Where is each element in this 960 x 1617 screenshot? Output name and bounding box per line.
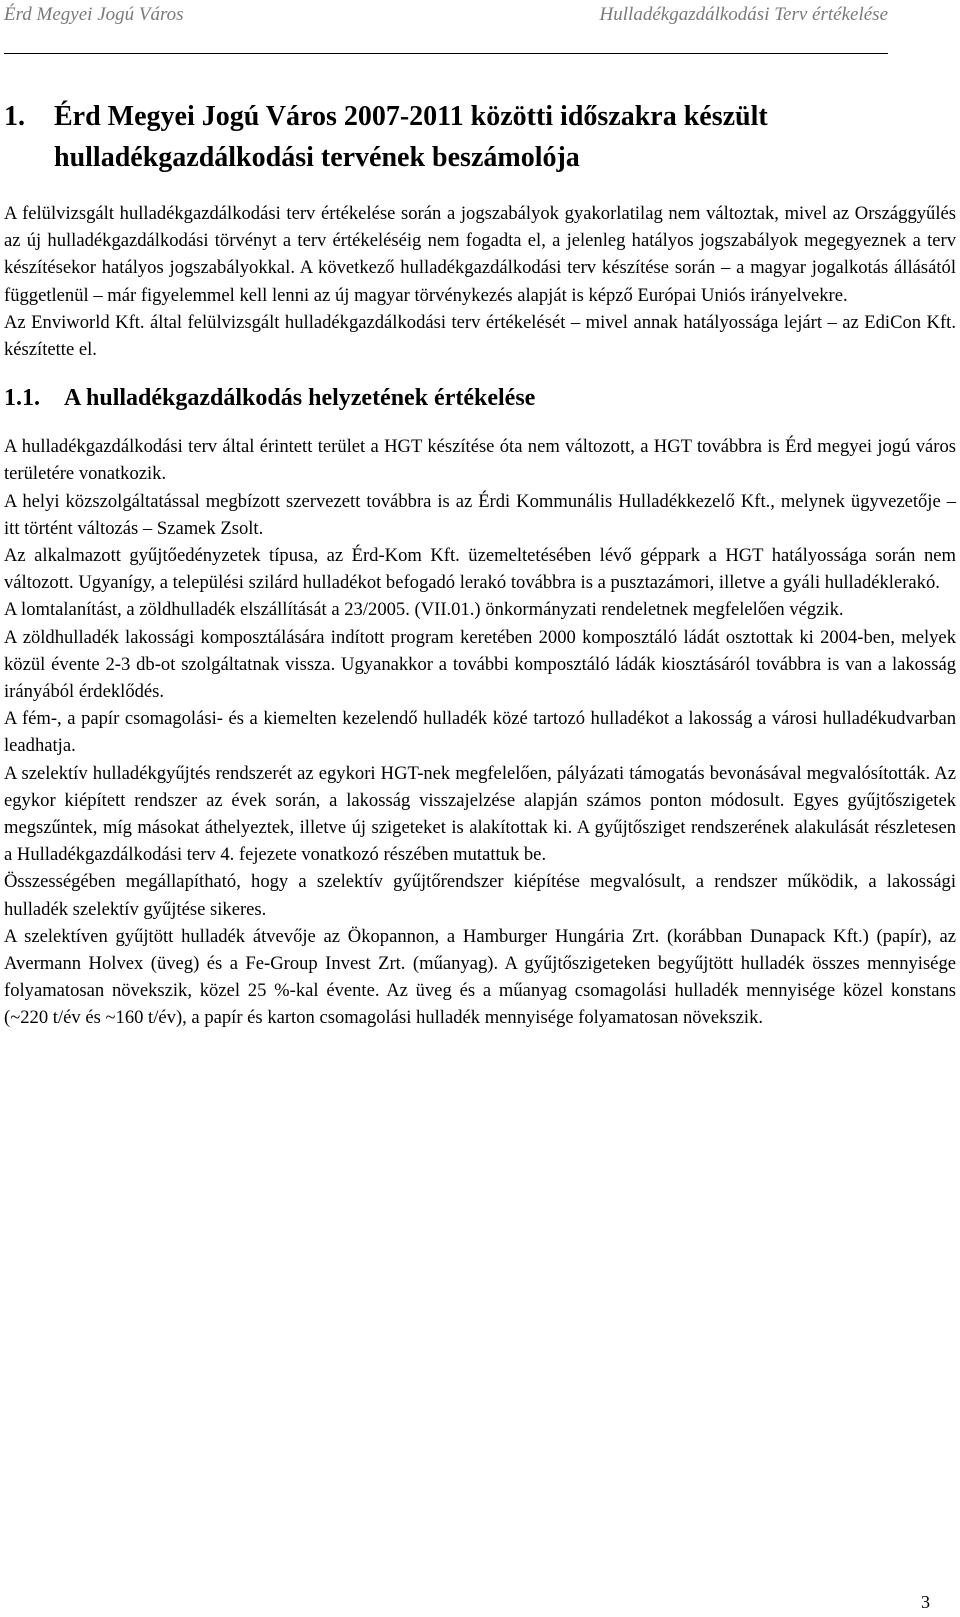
section-1-1-paragraph: Összességében megállapítható, hogy a szelektív gyűjtőrendszer kiépítése megvalósult, a rendszer működik, a lakossági hulladék szelektív gyűjtése sikeres. — [4, 871, 956, 920]
section-1-1-paragraph: A szelektíven gyűjtött hulladék átvevője az Ökopannon, a Hamburger Hungária Zrt. (korábban Dunapack Kft.) (papír), az Avermann Holvex (üveg) és a Fe-Group Invest Zrt. (műanyag). A gyűjtőszigeteken begyűjtött hulladék összes mennyisége folyamatosan növekszik, közel 25 %-kal évente. Az üveg és a műanyag csomagolási hulladék mennyisége közel konstans (~220 t/év és ~160 t/év), a papír és karton csomagolási hulladék mennyisége folyamatosan növekszik. — [4, 925, 956, 1029]
section-1-heading — [4, 96, 956, 178]
document-body — [4, 96, 956, 1032]
section-1-1-number: 1.1. — [4, 385, 40, 412]
section-1-1-paragraph: A fém-, a papír csomagolási- és a kiemelten kezelendő hulladék közé tartozó hulladékot a lakosság a városi hulladékudvarban leadhatja. — [4, 708, 956, 757]
header-rule — [4, 53, 888, 54]
section-1-1-paragraph: Az alkalmazott gyűjtőedényzetek típusa, az Érd-Kom Kft. üzemeltetésében lévő géppark a HGT hatályossága során nem változott. Ugyanígy, a települési szilárd hulladékot befogadó lerakó továbbra is a pusztazámori, illetve a gyáli hulladéklerakó. — [4, 545, 956, 594]
section-1-1-paragraph: A lomtalanítást, a zöldhulladék elszállítását a 23/2005. (VII.01.) önkormányzati rendeletnek megfelelően végzik. — [4, 599, 844, 621]
section-1-1-paragraph: A hulladékgazdálkodási terv által érintett terület a HGT készítése óta nem változott, a HGT továbbra is Érd megyei jogú város területére vonatkozik. — [4, 436, 956, 485]
section-1-1-paragraph: A zöldhulladék lakossági komposztálására indított program keretében 2000 komposztáló ládát osztottak ki 2004-ben, melyek közül évente 2-3 db-ot szolgáltatnak vissza. Ugyanakkor a további komposztáló ládák kiosztásáról továbbra is van a lakosság irányából érdeklődés. — [4, 626, 956, 703]
section-1-1-paragraph: A szelektív hulladékgyűjtés rendszerét az egykori HGT-nek megfelelően, pályázati támogatás bevonásával megvalósították. Az egykor kiépített rendszer az évek során, a lakosság visszajelzése alapján számos ponton módosult. Egyes gyűjtőszigetek megszűntek, míg másokat áthelyeztek, illetve új szigeteket is alakítottak ki. A gyűjtősziget rendszerének alakulását részletesen a Hulladékgazdálkodási terv 4. fejezete vonatkozó részében mutattuk be. — [4, 762, 956, 866]
running-header — [4, 4, 888, 34]
section-1-1-title: A hulladékgazdálkodás helyzetének értékelése — [64, 385, 536, 412]
section-1-paragraph: Az Enviworld Kft. által felülvizsgált hulladékgazdálkodási terv értékelését – mivel annak hatályossága lejárt – az EdiCon Kft. készítette el. — [4, 311, 956, 361]
section-1-title: Érd Megyei Jogú Város 2007-2011 közötti időszakra készült hulladékgazdálkodási tervének beszámolója — [54, 101, 768, 173]
section-1-1-heading — [4, 382, 956, 414]
section-1-1-paragraph: A helyi közszolgáltatással megbízott szervezett továbbra is az Érdi Kommunális Hulladékkezelő Kft., melynek ügyvezetője – itt történt változás – Szamek Zsolt. — [4, 490, 956, 539]
header-right-title: Hulladékgazdálkodási Terv értékelése — [599, 4, 888, 25]
header-left-title: Érd Megyei Jogú Város — [4, 4, 184, 25]
page-number: 3 — [921, 1592, 930, 1612]
section-1-number: 1. — [4, 101, 25, 132]
section-1-paragraph: A felülvizsgált hulladékgazdálkodási terv értékelése során a jogszabályok gyakorlatilag nem változtak, mivel az Országgyűlés az új hulladékgazdálkodási törvényt a terv értékeléséig nem fogadta el, a jelenleg hatályos jogszabályok megegyeznek a terv készítésekor hatályos jogszabályokkal. A következő hulladékgazdálkodási terv készítése során – a magyar jogalkotás állásától függetlenül – már figyelemmel kell lenni az új magyar törvénykezés alapját is képző Európai Uniós irányelvekre. — [4, 203, 956, 306]
